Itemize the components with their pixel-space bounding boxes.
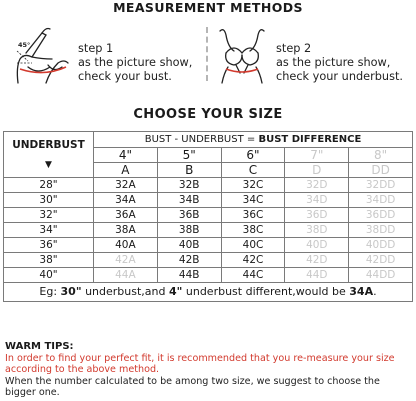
size-cell: 40B xyxy=(157,238,221,253)
cup-letter-cell: C xyxy=(221,163,285,178)
size-cell: 42B xyxy=(157,253,221,268)
underbust-value: 36" xyxy=(4,238,94,253)
formula-bold: BUST DIFFERENCE xyxy=(258,133,362,145)
step2-text xyxy=(276,42,403,84)
size-cell: 36B xyxy=(157,208,221,223)
angle-label: 45° xyxy=(18,41,31,49)
bust-difference-formula xyxy=(94,132,413,148)
underbust-value: 32" xyxy=(4,208,94,223)
warm-tips-title: WARM TIPS: xyxy=(5,341,74,352)
underbust-header xyxy=(4,132,94,178)
warm-tips-black: When the number calculated to be among two size, we suggest to choose the bigger one. xyxy=(5,375,380,398)
step2-line1: step 2 xyxy=(276,42,312,55)
underbust-value: 40" xyxy=(4,268,94,283)
size-cell: 34A xyxy=(94,193,158,208)
step1-panel xyxy=(8,23,204,87)
size-cell: 34C xyxy=(221,193,285,208)
size-cell: 44C xyxy=(221,268,285,283)
size-row xyxy=(4,238,413,253)
size-cell: 32B xyxy=(157,178,221,193)
warm-tips-red: In order to find your perfect fit, it is recommended that you re-measure your size according to the above method. xyxy=(5,353,395,376)
size-cell: 42A xyxy=(94,253,158,268)
size-cell: 44DD xyxy=(349,268,413,283)
diff-cell: 8" xyxy=(349,148,413,163)
size-cell: 38B xyxy=(157,223,221,238)
diff-cell: 5" xyxy=(157,148,221,163)
size-cell: 38C xyxy=(221,223,285,238)
size-cell: 40A xyxy=(94,238,158,253)
size-cell: 40D xyxy=(285,238,349,253)
cup-letter-cell: A xyxy=(94,163,158,178)
size-cell: 34D xyxy=(285,193,349,208)
cup-letter-cell: D xyxy=(285,163,349,178)
step2-line2: as the picture show, xyxy=(276,56,391,69)
size-cell: 38DD xyxy=(349,223,413,238)
underbust-label: UNDERBUST xyxy=(12,138,85,151)
size-cell: 44A xyxy=(94,268,158,283)
size-cell: 40C xyxy=(221,238,285,253)
choose-size-title: CHOOSE YOUR SIZE xyxy=(133,107,283,122)
step1-line1: step 1 xyxy=(78,42,114,55)
down-arrow-icon: ▼ xyxy=(45,159,52,170)
size-cell: 36D xyxy=(285,208,349,223)
example-note: Eg: 30" underbust,and 4" underbust different,would be 34A. xyxy=(4,283,413,302)
size-chart-table xyxy=(3,131,413,302)
size-cell: 36C xyxy=(221,208,285,223)
size-cell: 42D xyxy=(285,253,349,268)
underbust-measurement-figure xyxy=(212,23,272,87)
step2-panel xyxy=(212,23,412,87)
underbust-value: 34" xyxy=(4,223,94,238)
underbust-value: 30" xyxy=(4,193,94,208)
step1-line3: check your bust. xyxy=(78,70,172,83)
cup-letter-cell: B xyxy=(157,163,221,178)
size-cell: 42C xyxy=(221,253,285,268)
size-row xyxy=(4,268,413,283)
size-row xyxy=(4,253,413,268)
size-cell: 34DD xyxy=(349,193,413,208)
size-cell: 38D xyxy=(285,223,349,238)
size-cell: 34B xyxy=(157,193,221,208)
size-cell: 42DD xyxy=(349,253,413,268)
size-cell: 44B xyxy=(157,268,221,283)
diff-cell: 6" xyxy=(221,148,285,163)
size-row xyxy=(4,178,413,193)
size-row xyxy=(4,193,413,208)
step1-line2: as the picture show, xyxy=(78,56,193,69)
size-cell: 44D xyxy=(285,268,349,283)
diff-cell: 7" xyxy=(285,148,349,163)
step1-text xyxy=(78,42,192,84)
size-cell: 36A xyxy=(94,208,158,223)
step2-line3: check your underbust. xyxy=(276,70,403,83)
size-cell: 40DD xyxy=(349,238,413,253)
method-divider xyxy=(206,27,208,81)
size-cell: 32A xyxy=(94,178,158,193)
underbust-value: 38" xyxy=(4,253,94,268)
cup-letter-cell: DD xyxy=(349,163,413,178)
underbust-value: 28" xyxy=(4,178,94,193)
size-cell: 32DD xyxy=(349,178,413,193)
diff-cell: 4" xyxy=(94,148,158,163)
size-cell: 32C xyxy=(221,178,285,193)
size-row xyxy=(4,208,413,223)
bust-measurement-figure xyxy=(8,23,74,87)
size-row xyxy=(4,223,413,238)
formula-prefix: BUST - UNDERBUST = xyxy=(144,133,259,145)
measurement-methods-title: MEASUREMENT METHODS xyxy=(113,0,303,15)
size-cell: 38A xyxy=(94,223,158,238)
size-cell: 32D xyxy=(285,178,349,193)
warm-tips xyxy=(5,341,413,398)
size-cell: 36DD xyxy=(349,208,413,223)
